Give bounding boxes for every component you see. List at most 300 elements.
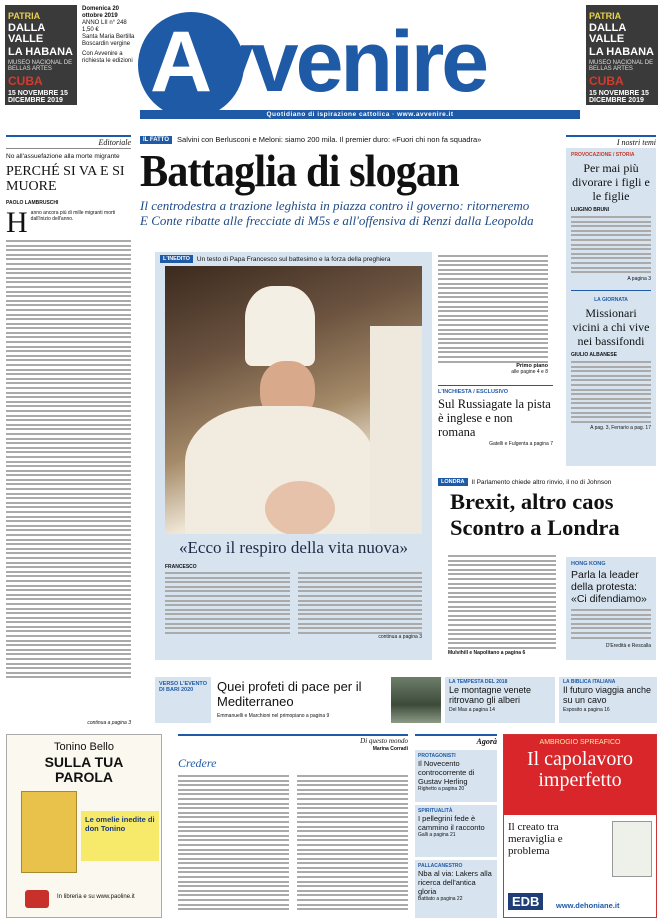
brexit-ref[interactable]: Mulvihill e Napolitano a pagina 6 xyxy=(448,650,526,656)
text-line xyxy=(6,548,131,550)
opinion-title[interactable]: Credere xyxy=(178,756,217,770)
text-line xyxy=(6,465,131,467)
ear-line5: CUBA xyxy=(8,74,43,88)
masthead-ad-left[interactable] xyxy=(5,5,77,105)
text-line xyxy=(297,793,408,795)
text-line xyxy=(178,784,289,786)
photo-caption[interactable]: «Ecco il respiro della vita nuova» xyxy=(179,538,408,557)
text-line xyxy=(6,520,131,522)
brexit-body xyxy=(448,555,556,656)
ag3-tag: PALLACANESTRO xyxy=(418,863,463,869)
editorial-title[interactable]: PERCHÉ SI VA E SI MUORE xyxy=(6,164,125,194)
text-line xyxy=(6,617,131,619)
text-line xyxy=(6,336,131,338)
hongkong-title[interactable]: Parla la leader della protesta: «Ci difendiamo» xyxy=(571,569,647,605)
text-line xyxy=(571,244,651,246)
text-line xyxy=(6,373,131,375)
strip-label: VERSO L'EVENTO DI BARI 2020 xyxy=(155,677,211,723)
agora-item-2[interactable] xyxy=(415,805,497,857)
text-line xyxy=(448,569,556,571)
text-line xyxy=(571,370,651,372)
strip-ref[interactable]: Emmanuelli e Marchioni nel primopiano a pagina 9 xyxy=(217,713,330,719)
ad1-title: SULLA TUA PAROLA xyxy=(44,754,124,785)
teaser2-title[interactable]: Le montagne venete ritrovano gli alberi xyxy=(449,685,532,705)
ag2-title[interactable]: I pellegrini fede è cammino il racconto xyxy=(418,814,485,832)
masthead-ad-right[interactable] xyxy=(586,5,658,105)
text-line xyxy=(571,239,651,241)
text-line xyxy=(297,853,408,855)
agora-item-3[interactable] xyxy=(415,860,497,918)
text-line xyxy=(448,555,556,557)
text-line xyxy=(6,410,131,412)
text-line xyxy=(297,812,408,814)
text-line xyxy=(448,629,556,631)
text-line xyxy=(438,255,548,257)
text-line xyxy=(571,375,651,377)
text-line xyxy=(571,614,651,616)
text-line xyxy=(298,581,423,583)
text-line xyxy=(448,596,556,598)
text-line xyxy=(298,590,423,592)
paoline-logo-icon xyxy=(25,890,49,908)
brexit-kicker-row xyxy=(438,478,656,486)
text-line xyxy=(6,415,131,417)
text-line xyxy=(165,600,290,602)
main-tag: IL FATTO xyxy=(140,136,172,144)
text-line xyxy=(298,623,423,625)
text-line xyxy=(571,366,651,368)
text-line xyxy=(571,627,651,629)
text-line xyxy=(165,572,290,574)
text-line xyxy=(438,283,548,285)
text-line xyxy=(6,566,131,568)
editorial-lead: anno ancora più di mille migranti morti dall'inizio dell'anno. xyxy=(30,210,116,222)
text-line xyxy=(6,405,131,407)
text-line xyxy=(298,618,423,620)
text-line xyxy=(6,644,131,646)
logo-wordmark xyxy=(150,14,486,110)
brexit-story[interactable] xyxy=(438,478,656,541)
text-line xyxy=(438,306,548,308)
main-headline[interactable]: Battaglia di slogan xyxy=(140,145,459,196)
ad-tonino-bello[interactable] xyxy=(6,734,162,918)
theme1-author: LUIGINO BRUNI xyxy=(571,207,610,213)
ag2-ref[interactable]: Galli a pagina 21 xyxy=(418,832,456,838)
ad1-publisher: In libreria e su www.paoline.it xyxy=(57,894,135,900)
text-line xyxy=(571,632,651,634)
ad2-web[interactable]: www.dehoniane.it xyxy=(556,901,620,910)
text-line xyxy=(6,575,131,577)
theme2-author: GIULIO ALBANESE xyxy=(571,352,617,358)
text-line xyxy=(297,789,408,791)
text-line xyxy=(6,442,131,444)
text-line xyxy=(6,663,131,665)
opinion-header: Di questo mondo xyxy=(178,734,408,746)
main-column-ref[interactable]: alle pagine 4 e 8 xyxy=(511,369,548,375)
text-line xyxy=(165,618,290,620)
inquiry-ref[interactable]: Gatelli e Fulgenta a pagina 7 xyxy=(489,441,553,447)
ag2-tag: SPIRITUALITÀ xyxy=(418,808,453,814)
text-line xyxy=(297,803,408,805)
text-line xyxy=(6,263,131,265)
ad1-sub: Le omelie inedite di don Tonino xyxy=(81,811,159,861)
text-line xyxy=(6,392,131,394)
issue-date: Domenica 20 ottobre 2019 xyxy=(82,6,120,19)
text-line xyxy=(6,571,131,573)
masthead-info xyxy=(82,6,138,65)
text-line xyxy=(298,572,423,574)
text-line xyxy=(571,230,651,232)
text-line xyxy=(6,653,131,655)
text-line xyxy=(438,356,548,358)
text-line xyxy=(571,361,651,363)
ear-line2: DALLA VALLE xyxy=(589,22,626,45)
text-line xyxy=(438,292,548,294)
text-line xyxy=(6,516,131,518)
text-line xyxy=(571,221,651,223)
text-line xyxy=(571,267,651,269)
text-line xyxy=(448,619,556,621)
right-column xyxy=(566,135,656,466)
text-line xyxy=(571,618,651,620)
book-cover-1 xyxy=(21,791,77,873)
text-line xyxy=(448,587,556,589)
text-line xyxy=(178,881,289,883)
photo-story[interactable] xyxy=(155,252,432,660)
ag3-title[interactable]: Nba al via: Lakers alla ricerca dell'antica gloria xyxy=(418,869,492,896)
text-line xyxy=(297,876,408,878)
text-line xyxy=(6,525,131,527)
editorial-section: Editoriale xyxy=(6,135,131,149)
text-line xyxy=(298,586,423,588)
teaser2-tag: LA TEMPESTA DEL 2018 xyxy=(449,679,508,685)
text-line xyxy=(6,318,131,320)
text-line xyxy=(6,268,131,270)
editorial-continued[interactable]: continua a pagina 3 xyxy=(87,720,131,726)
text-line xyxy=(178,812,289,814)
ear-line6: 15 NOVEMBRE 15 DICEMBRE 2019 xyxy=(589,90,649,104)
text-line xyxy=(6,539,131,541)
pope-baptism-photo xyxy=(165,266,422,534)
main-body-column xyxy=(438,255,548,375)
text-line xyxy=(6,506,131,508)
text-line xyxy=(571,257,651,259)
editorial-column xyxy=(6,135,131,725)
text-line xyxy=(6,630,131,632)
text-line xyxy=(571,248,651,250)
text-line xyxy=(438,324,548,326)
strip-photo xyxy=(391,677,441,723)
text-line xyxy=(178,890,289,892)
text-line xyxy=(6,378,131,380)
main-column-label: Primo piano xyxy=(516,363,548,369)
text-line xyxy=(571,384,651,386)
text-line xyxy=(6,621,131,623)
text-line xyxy=(6,488,131,490)
logo-a-letter: A xyxy=(150,14,206,110)
text-line xyxy=(297,821,408,823)
text-line xyxy=(297,775,408,777)
ad2-sub: Il creato tra meraviglia e problema xyxy=(508,821,563,857)
photo-continued[interactable]: continua a pagina 3 xyxy=(378,634,422,640)
agora-column xyxy=(415,734,497,918)
text-line xyxy=(6,364,131,366)
text-line xyxy=(438,333,548,335)
text-line xyxy=(178,839,289,841)
text-line xyxy=(178,789,289,791)
text-line xyxy=(178,876,289,878)
text-line xyxy=(571,398,651,400)
text-line xyxy=(571,623,651,625)
opinion-body xyxy=(178,775,408,915)
text-line xyxy=(178,793,289,795)
tagline: Quotidiano di ispirazione cattolica · www.avvenire.it xyxy=(266,111,454,118)
inquiry-box[interactable] xyxy=(438,385,553,447)
text-line xyxy=(571,407,651,409)
text-line xyxy=(6,447,131,449)
text-line xyxy=(297,908,408,910)
text-line xyxy=(448,633,556,635)
text-line xyxy=(6,470,131,472)
text-line xyxy=(178,775,289,777)
text-line xyxy=(6,534,131,536)
text-line xyxy=(178,894,289,896)
text-line xyxy=(438,264,548,266)
text-line xyxy=(448,610,556,612)
text-line xyxy=(298,613,423,615)
text-line xyxy=(438,296,548,298)
text-line xyxy=(571,216,651,218)
main-kicker-row xyxy=(140,135,560,144)
agora-item-1[interactable] xyxy=(415,750,497,802)
text-line xyxy=(165,623,290,625)
text-line xyxy=(6,295,131,297)
right-column-box xyxy=(566,148,656,466)
ear-line3: LA HABANA xyxy=(589,46,654,58)
text-line xyxy=(6,355,131,357)
text-line xyxy=(448,564,556,566)
text-line xyxy=(297,885,408,887)
text-line xyxy=(6,649,131,651)
text-line xyxy=(6,332,131,334)
text-line xyxy=(178,780,289,782)
text-line xyxy=(6,640,131,642)
hongkong-box[interactable] xyxy=(566,557,656,660)
photo-body xyxy=(155,572,432,634)
text-line xyxy=(438,315,548,317)
opinion-author: Marina Corradi xyxy=(372,746,408,752)
text-line xyxy=(298,609,423,611)
text-line xyxy=(6,658,131,660)
text-line xyxy=(6,396,131,398)
text-line xyxy=(6,382,131,384)
text-line xyxy=(297,816,408,818)
text-line xyxy=(438,287,548,289)
text-line xyxy=(165,609,290,611)
mitre-shape xyxy=(245,286,315,366)
text-line xyxy=(448,615,556,617)
ear-line5: CUBA xyxy=(589,74,624,88)
text-line xyxy=(438,347,548,349)
text-line xyxy=(571,609,651,611)
text-line xyxy=(6,387,131,389)
text-line xyxy=(297,904,408,906)
text-line xyxy=(6,483,131,485)
editorial-kicker: No all'assuefazione alla morte migrante xyxy=(6,153,120,160)
text-line xyxy=(6,272,131,274)
photo-tag: L'INEDITO xyxy=(160,255,193,263)
masthead-logo[interactable] xyxy=(140,10,580,110)
teaser3-tag: LA BIBLICA ITALIANA xyxy=(563,679,616,685)
text-line xyxy=(6,502,131,504)
tagline-bar xyxy=(140,110,580,119)
text-line xyxy=(165,586,290,588)
text-line xyxy=(6,667,131,669)
text-line xyxy=(6,281,131,283)
text-line xyxy=(571,416,651,418)
text-line xyxy=(6,304,131,306)
brexit-headline[interactable]: Brexit, altro caos Scontro a Londra xyxy=(450,489,620,540)
theme1-title[interactable]: Per mai più divorare i figli e le figlie xyxy=(572,161,650,203)
supplement-note: Con Avvenire a richiesta le edizioni xyxy=(82,51,133,64)
text-line xyxy=(298,627,423,629)
text-line xyxy=(6,314,131,316)
text-line xyxy=(178,826,289,828)
text-line xyxy=(438,351,548,353)
text-line xyxy=(178,849,289,851)
text-line xyxy=(6,300,131,302)
dropcap: H xyxy=(6,206,28,239)
text-line xyxy=(6,291,131,293)
photo-kicker-row xyxy=(155,252,432,266)
strip-title[interactable]: Quei profeti di pace per il Mediterraneo xyxy=(217,679,362,709)
strip-teaser-3[interactable] xyxy=(559,677,657,723)
teaser2-ref[interactable]: Del Mas a pagina 14 xyxy=(449,707,495,713)
text-line xyxy=(6,603,131,605)
infant-shape xyxy=(265,481,335,534)
brexit-kicker: Il Parlamento chiede altro rinvio, il no di Johnson xyxy=(471,478,612,486)
text-line xyxy=(571,402,651,404)
text-line xyxy=(438,273,548,275)
logo-rest: vvenire xyxy=(205,14,487,110)
text-line xyxy=(438,310,548,312)
ad1-author: Tonino Bello xyxy=(54,741,114,753)
text-line xyxy=(297,798,408,800)
text-line xyxy=(6,424,131,426)
text-line xyxy=(6,341,131,343)
text-line xyxy=(297,780,408,782)
text-line xyxy=(297,849,408,851)
text-line xyxy=(438,329,548,331)
book-cover-2 xyxy=(612,821,652,877)
text-line xyxy=(6,543,131,545)
text-line xyxy=(571,379,651,381)
text-line xyxy=(571,421,651,423)
text-line xyxy=(6,369,131,371)
text-line xyxy=(6,327,131,329)
text-line xyxy=(165,613,290,615)
text-line xyxy=(6,401,131,403)
text-line xyxy=(6,552,131,554)
text-line xyxy=(6,258,131,260)
right-column-header: I nostri temi xyxy=(566,135,656,148)
ag1-ref[interactable]: Righetto a pagina 20 xyxy=(418,786,465,792)
text-line xyxy=(297,835,408,837)
text-line xyxy=(6,240,131,242)
ag1-tag: PROTAGONISTI xyxy=(418,753,456,759)
text-line xyxy=(6,635,131,637)
main-subhead: Il centrodestra a trazione leghista in piazza contro il governo: ritorneremo E Conte ribatte alle frecciate di M5s e all'offensiva di Renzi dalla Leopolda xyxy=(140,198,534,228)
ad2-author: AMBROGIO SPREAFICO xyxy=(539,739,621,746)
text-line xyxy=(438,269,548,271)
editorial-body xyxy=(6,240,131,720)
text-line xyxy=(297,871,408,873)
inquiry-title[interactable]: Sul Russiagate la pista è inglese e non romana xyxy=(438,397,551,439)
hongkong-ref[interactable]: D'Eredità e Rescalla xyxy=(605,643,651,649)
text-line xyxy=(571,262,651,264)
promo-strip xyxy=(155,677,657,723)
text-line xyxy=(297,830,408,832)
text-line xyxy=(297,867,408,869)
text-line xyxy=(6,249,131,251)
text-line xyxy=(178,899,289,901)
ear-line3: LA HABANA xyxy=(8,46,73,58)
text-line xyxy=(438,301,548,303)
text-line xyxy=(297,890,408,892)
text-line xyxy=(178,830,289,832)
text-line xyxy=(6,594,131,596)
ear-line1: PATRIA xyxy=(8,11,41,21)
text-line xyxy=(178,821,289,823)
text-line xyxy=(6,346,131,348)
text-line xyxy=(178,871,289,873)
text-line xyxy=(6,511,131,513)
text-line xyxy=(6,589,131,591)
text-line xyxy=(165,632,290,634)
text-line xyxy=(6,479,131,481)
text-line xyxy=(6,438,131,440)
teaser3-title[interactable]: Il futuro viaggia anche su un cavo xyxy=(563,685,652,705)
text-line xyxy=(165,604,290,606)
text-line xyxy=(298,600,423,602)
ear-line6: 15 NOVEMBRE 15 DICEMBRE 2019 xyxy=(8,90,68,104)
ad2-title: Il capolavoro imperfetto xyxy=(526,748,634,791)
text-line xyxy=(178,835,289,837)
theme1-ref[interactable]: A pagina 3 xyxy=(627,276,651,282)
theme2-ref[interactable]: A pag. 3, Ferrario a pag. 17 xyxy=(590,425,651,431)
ag3-ref[interactable]: Battiato a pagina 22 xyxy=(418,896,463,902)
teaser3-ref[interactable]: Esposito a pagina 16 xyxy=(563,707,610,713)
theme2-title[interactable]: Missionari vicini a chi vive nei bassifondi xyxy=(572,306,650,348)
text-line xyxy=(448,624,556,626)
ad-edb[interactable] xyxy=(503,734,657,918)
text-line xyxy=(178,885,289,887)
text-line xyxy=(571,271,651,273)
strip-teaser-2[interactable] xyxy=(445,677,555,723)
ear-line1: PATRIA xyxy=(589,11,622,21)
text-line xyxy=(297,881,408,883)
editorial-author: PAOLO LAMBRUSCHI xyxy=(6,200,59,206)
ag1-title[interactable]: Il Novecento controcorrente di Gustav Herling xyxy=(418,759,475,786)
editorial-lead-row xyxy=(6,206,131,239)
text-line xyxy=(6,456,131,458)
text-line xyxy=(165,627,290,629)
text-line xyxy=(6,286,131,288)
text-line xyxy=(297,784,408,786)
text-line xyxy=(178,807,289,809)
text-line xyxy=(178,867,289,869)
brexit-tag: LONDRA xyxy=(438,478,468,486)
